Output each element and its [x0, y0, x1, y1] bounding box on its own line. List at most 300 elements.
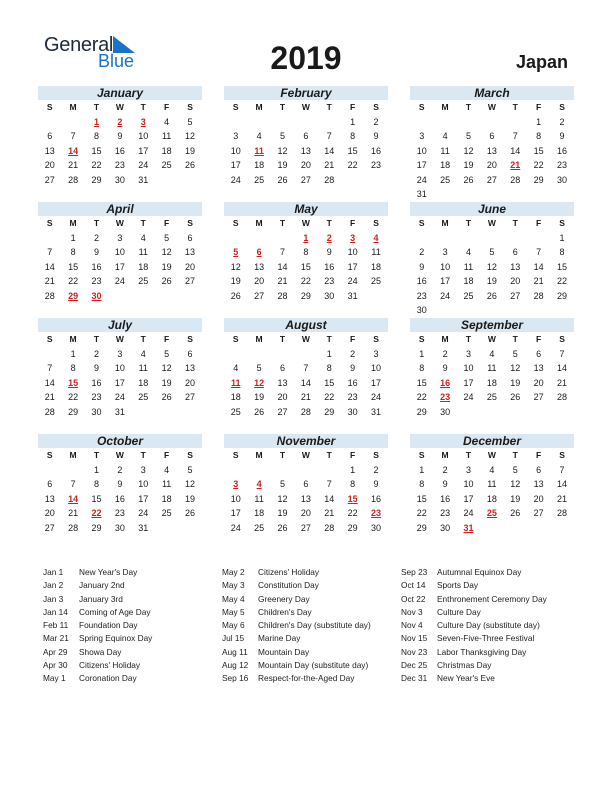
holiday-name: Showa Day	[79, 646, 122, 657]
calendar-day: 29	[68, 406, 79, 417]
weekday-label: M	[255, 102, 263, 112]
holiday-row	[401, 579, 547, 592]
holiday-date-label: May 4	[222, 593, 245, 604]
week-row	[224, 129, 388, 144]
calendar-day: 25	[138, 392, 149, 402]
holiday-row	[43, 646, 152, 659]
empty-day	[480, 521, 503, 536]
calendar-day: 14	[324, 493, 335, 504]
holiday-date-label: Jan 3	[43, 593, 64, 604]
holiday-name: Citizens' Holiday	[258, 567, 320, 577]
week-row	[224, 477, 388, 492]
week-row	[410, 260, 574, 275]
weekday-header	[410, 448, 574, 463]
empty-day	[247, 231, 270, 246]
calendar-day: 27	[533, 392, 544, 402]
week-row	[38, 231, 202, 246]
calendar-day: 10	[230, 493, 241, 504]
calendar-day: 13	[533, 479, 544, 489]
calendar-day: 31	[114, 406, 125, 417]
calendar-day: 7	[279, 247, 285, 257]
calendar-day: 24	[230, 174, 241, 185]
holiday-date: 15	[68, 377, 79, 388]
calendar-day: 6	[536, 464, 542, 475]
holiday-date-label: Apr 30	[43, 660, 68, 671]
calendar-day: 19	[185, 145, 196, 156]
calendar-day: 11	[161, 131, 172, 141]
weekday-label: T	[279, 218, 286, 228]
calendar-day: 5	[512, 464, 518, 475]
calendar-day: 8	[93, 131, 99, 141]
calendar-day: 17	[230, 160, 241, 170]
calendar-day: 1	[350, 464, 356, 475]
calendar-day: 16	[114, 145, 125, 156]
week-row	[410, 115, 574, 130]
week-row	[410, 390, 574, 405]
holiday-date: 30	[91, 290, 102, 301]
calendar-day: 3	[117, 232, 123, 243]
calendar-day: 24	[114, 392, 125, 402]
calendar-day: 22	[416, 508, 427, 518]
calendar-day: 2	[442, 348, 448, 359]
calendar-day: 3	[465, 348, 471, 359]
week-row	[38, 405, 202, 420]
calendar-day: 20	[44, 508, 55, 518]
calendar-day: 12	[277, 493, 288, 504]
calendar-day: 26	[510, 508, 521, 518]
holiday-row	[401, 672, 547, 685]
calendar-day: 18	[254, 160, 265, 170]
weekday-label: T	[93, 218, 100, 228]
calendar-day: 8	[350, 479, 356, 489]
week-row	[224, 144, 388, 159]
calendar-day: 7	[512, 131, 518, 141]
week-row	[410, 129, 574, 144]
holiday-date: 2	[326, 232, 332, 243]
holiday-row	[401, 566, 547, 579]
weekday-label: S	[232, 334, 239, 344]
holiday-name: January 3rd	[79, 593, 123, 604]
calendar-day: 9	[117, 131, 123, 141]
weekday-label: W	[115, 218, 124, 228]
holiday-name: Children's Day	[258, 606, 312, 617]
weekday-label: S	[373, 218, 379, 228]
calendar-day: 10	[347, 247, 358, 257]
holiday-row	[222, 566, 371, 579]
week-row	[38, 115, 202, 130]
calendar-day: 31	[416, 189, 427, 199]
calendar-day: 9	[350, 363, 356, 373]
empty-day	[504, 231, 527, 246]
calendar-day: 8	[93, 479, 99, 489]
calendar-day: 18	[138, 261, 149, 272]
holiday-date-label: May 2	[222, 567, 245, 577]
empty-day	[433, 303, 456, 318]
calendar-day: 25	[161, 508, 172, 518]
weekday-label: W	[487, 218, 496, 228]
calendar-day: 14	[44, 261, 55, 272]
empty-day	[224, 347, 247, 362]
month-august	[224, 318, 388, 419]
empty-day	[364, 289, 387, 304]
calendar-day: 21	[300, 392, 311, 402]
empty-day	[550, 303, 573, 318]
calendar-day: 6	[279, 363, 285, 373]
calendar-day: 18	[486, 493, 497, 504]
calendar-day: 14	[44, 377, 55, 388]
calendar-day: 22	[533, 160, 544, 170]
calendar-day: 21	[533, 276, 544, 286]
calendar-day: 4	[465, 247, 471, 257]
calendar-day: 8	[559, 247, 565, 257]
calendar-day: 28	[533, 290, 544, 301]
calendar-day: 6	[512, 247, 518, 257]
holiday-date: 12	[254, 377, 265, 388]
calendar-day: 5	[489, 247, 495, 257]
calendar-day: 27	[44, 522, 55, 533]
calendar-day: 12	[230, 261, 241, 272]
calendar-day: 7	[47, 247, 53, 257]
calendar-day: 15	[91, 493, 102, 504]
holiday-date-label: Aug 11	[222, 646, 248, 657]
calendar-day: 26	[463, 174, 474, 185]
holiday-row	[222, 659, 371, 672]
weekday-label: F	[350, 450, 356, 460]
calendar-day: 24	[138, 160, 149, 170]
weekday-label: W	[115, 334, 124, 344]
month-title: January	[38, 86, 202, 100]
week-row	[410, 347, 574, 362]
holiday-date: 21	[510, 160, 521, 170]
week-row	[224, 361, 388, 376]
calendar-day: 5	[512, 348, 518, 359]
week-row	[224, 521, 388, 536]
weekday-header	[38, 216, 202, 231]
calendar-day: 5	[164, 232, 170, 243]
calendar-day: 22	[68, 276, 79, 286]
calendar-day: 20	[277, 392, 288, 402]
weekday-label: S	[187, 334, 193, 344]
calendar-day: 10	[416, 145, 427, 156]
calendar-day: 8	[70, 247, 76, 257]
holiday-date: 6	[256, 247, 262, 257]
year-title: 2019	[270, 40, 342, 76]
calendar-day: 12	[486, 261, 497, 272]
weekday-label: T	[512, 102, 518, 112]
weekday-label: T	[140, 218, 146, 228]
country-name: Japan	[515, 52, 568, 72]
calendar-day: 5	[164, 348, 170, 359]
empty-day	[247, 115, 270, 130]
weekday-label: W	[301, 450, 310, 460]
week-row	[410, 173, 574, 188]
month-may	[224, 202, 388, 303]
calendar-day: 7	[70, 479, 76, 489]
calendar-day: 23	[91, 392, 102, 402]
calendar-day: 19	[510, 377, 521, 388]
weekday-label: M	[69, 218, 77, 228]
calendar-day: 19	[161, 261, 172, 272]
calendar-day: 17	[138, 145, 149, 156]
calendar-day: 9	[442, 479, 448, 489]
calendar-day: 1	[93, 464, 99, 475]
month-april	[38, 202, 202, 303]
calendar-day: 20	[510, 276, 521, 286]
weekday-label: S	[373, 450, 379, 460]
holiday-date-label: Jan 1	[43, 567, 64, 577]
weekday-label: W	[301, 334, 310, 344]
calendar-day: 11	[138, 247, 148, 257]
weekday-label: S	[559, 218, 565, 228]
calendar-day: 31	[138, 522, 149, 533]
calendar-day: 14	[557, 363, 568, 373]
week-row	[38, 173, 202, 188]
calendar-day: 8	[350, 131, 356, 141]
holiday-date: 25	[486, 508, 497, 518]
calendar-day: 24	[463, 392, 474, 402]
week-row	[224, 245, 388, 260]
calendar-day: 27	[185, 276, 196, 286]
empty-day	[457, 405, 480, 420]
empty-day	[433, 187, 456, 202]
calendar-day: 9	[93, 363, 99, 373]
weekday-label: T	[465, 218, 472, 228]
calendar-day: 15	[68, 261, 79, 272]
calendar-day: 3	[465, 464, 471, 475]
calendar-day: 17	[371, 377, 382, 388]
empty-day	[155, 405, 178, 420]
calendar-day: 6	[187, 232, 193, 243]
weekday-label: T	[512, 450, 518, 460]
holiday-name: Foundation Day	[79, 620, 138, 631]
holiday-row	[222, 579, 371, 592]
weekday-label: M	[441, 102, 449, 112]
week-row	[410, 231, 574, 246]
empty-day	[271, 347, 294, 362]
calendar-day: 21	[44, 392, 55, 402]
calendar-day: 20	[185, 261, 196, 272]
weekday-header	[38, 448, 202, 463]
calendar-day: 4	[164, 116, 170, 127]
holiday-row	[401, 632, 547, 645]
calendar-day: 15	[324, 377, 335, 388]
month-title: April	[38, 202, 202, 216]
weekday-label: F	[536, 450, 542, 460]
empty-day	[61, 115, 84, 130]
calendar-day: 8	[419, 363, 425, 373]
empty-day	[504, 187, 527, 202]
holiday-date-label: Dec 25	[401, 660, 428, 671]
empty-day	[410, 115, 433, 130]
calendar-day: 13	[254, 261, 265, 272]
holiday-name: Culture Day (substitute day)	[437, 620, 540, 631]
calendar-day: 18	[371, 261, 382, 272]
weekday-header	[38, 100, 202, 115]
calendar-day: 27	[300, 174, 311, 185]
calendar-day: 17	[114, 377, 125, 388]
calendar-day: 22	[416, 392, 427, 402]
holiday-date-label: Feb 11	[43, 620, 69, 631]
month-title: May	[224, 202, 388, 216]
calendar-day: 28	[44, 290, 55, 301]
calendar-day: 25	[371, 276, 382, 286]
holiday-row	[401, 619, 547, 632]
holiday-date-label: May 6	[222, 620, 245, 631]
empty-day	[155, 521, 178, 536]
calendar-day: 27	[510, 290, 521, 301]
holiday-name: Autumnal Equinox Day	[437, 567, 522, 577]
calendar-day: 26	[510, 392, 521, 402]
weekday-label: M	[441, 450, 449, 460]
calendar-day: 23	[371, 160, 382, 170]
holiday-name: New Year's Eve	[437, 673, 495, 684]
holiday-name: Sports Day	[437, 580, 479, 591]
calendar-day: 12	[463, 145, 474, 156]
week-row	[38, 289, 202, 304]
weekday-label: S	[418, 334, 425, 344]
calendar-day: 18	[440, 160, 451, 170]
calendar-day: 13	[44, 145, 55, 156]
week-row	[410, 274, 574, 289]
calendar-day: 16	[371, 145, 382, 156]
week-row	[224, 289, 388, 304]
week-row	[38, 477, 202, 492]
calendar-day: 20	[533, 493, 544, 504]
weekday-label: F	[350, 334, 356, 344]
weekday-label: F	[350, 218, 356, 228]
empty-day	[480, 115, 503, 130]
calendar-day: 1	[419, 464, 425, 475]
weekday-label: T	[512, 334, 518, 344]
calendar-day: 24	[138, 508, 149, 518]
calendar-day: 16	[440, 493, 451, 504]
calendar-day: 26	[161, 276, 172, 286]
empty-day	[271, 231, 294, 246]
calendar-day: 21	[557, 377, 568, 388]
calendar-day: 3	[117, 348, 123, 359]
calendar-day: 18	[230, 392, 241, 402]
holiday-row	[43, 579, 152, 592]
holiday-date: 31	[463, 522, 474, 533]
calendar-day: 25	[254, 174, 265, 185]
calendar-day: 30	[114, 174, 125, 185]
empty-day	[108, 289, 131, 304]
month-title: November	[224, 434, 388, 448]
weekday-label: S	[559, 450, 565, 460]
empty-day	[318, 463, 341, 478]
holiday-column	[43, 566, 152, 686]
calendar-day: 5	[279, 131, 285, 141]
empty-day	[433, 231, 456, 246]
empty-day	[271, 463, 294, 478]
empty-day	[550, 521, 573, 536]
holiday-row	[401, 593, 547, 606]
holiday-date: 14	[68, 145, 79, 156]
empty-day	[271, 115, 294, 130]
holiday-row	[222, 606, 371, 619]
calendar-day: 30	[371, 522, 382, 533]
empty-day	[132, 405, 155, 420]
calendar-day: 16	[91, 377, 102, 388]
calendar-day: 12	[161, 363, 172, 373]
calendar-day: 5	[187, 464, 193, 475]
calendar-day: 26	[161, 392, 172, 402]
empty-day	[294, 463, 317, 478]
calendar-day: 19	[230, 276, 241, 286]
calendar-day: 15	[557, 261, 568, 272]
calendar-day: 27	[277, 406, 288, 417]
weekday-label: T	[326, 450, 332, 460]
empty-day	[247, 463, 270, 478]
holiday-name: Mountain Day (substitute day)	[258, 660, 369, 671]
month-title: October	[38, 434, 202, 448]
calendar-day: 16	[347, 377, 358, 388]
calendar-day: 13	[185, 363, 196, 373]
month-november	[224, 434, 388, 535]
holiday-name: Citizens' Holiday	[79, 660, 141, 671]
calendar-day: 17	[138, 493, 149, 504]
calendar-day: 22	[324, 392, 335, 402]
calendar-day: 17	[440, 276, 451, 286]
month-june	[410, 202, 574, 318]
calendar-day: 30	[440, 406, 451, 417]
empty-day	[155, 289, 178, 304]
calendar-day: 13	[300, 145, 311, 156]
calendar-day: 19	[254, 392, 265, 402]
calendar-day: 19	[277, 160, 288, 170]
weekday-label: S	[232, 218, 239, 228]
empty-day	[38, 115, 61, 130]
holiday-date: 11	[230, 377, 241, 388]
week-row	[410, 245, 574, 260]
weekday-label: T	[512, 218, 518, 228]
calendar-day: 15	[416, 493, 427, 504]
weekday-label: S	[232, 102, 239, 112]
month-title: February	[224, 86, 388, 100]
week-row	[410, 521, 574, 536]
week-row	[410, 492, 574, 507]
weekday-label: T	[326, 334, 332, 344]
calendar-day: 26	[486, 290, 497, 301]
empty-day	[341, 173, 364, 188]
calendar-day: 7	[559, 464, 565, 475]
weekday-label: T	[140, 450, 146, 460]
week-row	[410, 289, 574, 304]
calendar-day: 27	[300, 522, 311, 533]
weekday-label: S	[46, 102, 53, 112]
calendar-day: 26	[230, 290, 241, 301]
week-row	[224, 260, 388, 275]
calendar-day: 29	[416, 406, 427, 417]
calendar-day: 10	[440, 261, 451, 272]
week-row	[38, 506, 202, 521]
calendar-day: 29	[91, 522, 102, 533]
calendar-day: 26	[185, 160, 196, 170]
week-row	[410, 303, 574, 318]
calendar-day: 13	[533, 363, 544, 373]
calendar-day: 2	[442, 464, 448, 475]
holiday-row	[222, 646, 371, 659]
calendar-day: 17	[230, 508, 241, 518]
calendar-day: 30	[347, 406, 358, 417]
empty-day	[550, 187, 573, 202]
calendar-day: 24	[230, 522, 241, 533]
calendar-day: 21	[324, 160, 335, 170]
week-row	[38, 347, 202, 362]
calendar-day: 25	[486, 392, 497, 402]
holiday-date: 1	[303, 232, 309, 243]
weekday-label: M	[255, 218, 263, 228]
